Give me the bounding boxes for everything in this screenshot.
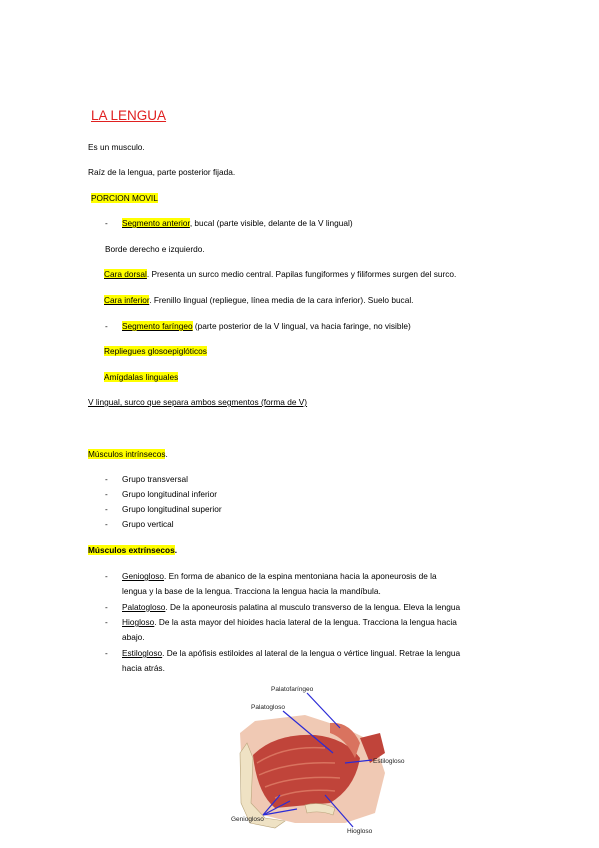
estilogloso-line-1: Estilogloso. De la apófisis estiloides al lateral de la lengua o vértice lingual. Retrae la lengua (122, 648, 461, 658)
bullet-dash: - (105, 519, 108, 529)
porcion-movil-heading: PORCION MOVIL (91, 193, 158, 203)
list-item: Grupo longitudinal inferior (122, 489, 218, 499)
bullet-dash: - (105, 474, 108, 484)
palatogloso-line: Palatogloso. De la aponeurosis palatina al musculo transverso de la lengua. Eleva la lengua (122, 602, 461, 612)
estilogloso-line-2: hacia atrás. (122, 663, 165, 673)
cara-dorsal-text: . Presenta un surco medio central. Papilas fungiformes y filiformes surgen del surco. (146, 269, 457, 279)
bullet-dash: - (105, 571, 108, 581)
label-geniogloso: Geniogloso (231, 816, 264, 823)
segmento-anterior-label: Segmento anterior (122, 218, 190, 228)
bullet-dash: - (105, 489, 108, 499)
intro-line-1: Es un musculo. (88, 142, 145, 152)
cara-dorsal-line (104, 269, 456, 279)
cara-inferior-text: . Frenillo lingual (repliegue, línea media de la cara inferior). Suelo bucal. (149, 295, 414, 305)
label-estilogloso: Estilogloso (373, 758, 405, 765)
amigdalas-line: Amígdalas linguales (104, 372, 179, 382)
hiogloso-line-2: abajo. (122, 632, 145, 642)
cara-inferior-line (104, 295, 413, 305)
intro-line-2: Raíz de la lengua, parte posterior fijada. (88, 167, 236, 177)
label-palatogloso: Palatogloso (251, 704, 285, 711)
segmento-anterior-line (122, 218, 353, 228)
label-hiogloso: Hiogloso (347, 828, 373, 835)
intrinsecos-heading-text: Músculos intrínsecos (88, 449, 166, 459)
palatogloso-label: Palatogloso (122, 602, 166, 612)
bullet-dash: - (105, 218, 108, 228)
segmento-faringeo-label: Segmento faríngeo (122, 321, 193, 331)
list-item: Grupo transversal (122, 474, 188, 484)
bullet-dash: - (105, 504, 108, 514)
list-item: Grupo longitudinal superior (122, 504, 222, 514)
cara-inferior-label: Cara inferior (104, 295, 150, 305)
repliegues-line: Repliegues glosoepiglóticos (104, 346, 207, 356)
bullet-dash: - (105, 602, 108, 612)
geniogloso-line-2: lengua y la base de la lengua. Tracciona la lengua hacia la mandíbula. (122, 586, 381, 596)
list-item: Grupo vertical (122, 519, 174, 529)
extrinsecos-heading: Músculos extrínsecos. (88, 545, 178, 555)
estilogloso-label: Estilogloso (122, 648, 163, 658)
bullet-dash: - (105, 321, 108, 331)
bullet-dash: - (105, 648, 108, 658)
intrinsecos-heading: Músculos intrínsecos. (88, 449, 168, 459)
label-palatofaringeo: Palatofaríngeo (271, 686, 314, 693)
geniogloso-line-1: Geniogloso. En forma de abanico de la espina mentoniana hacia la aponeurosis de la (122, 571, 437, 581)
hiogloso-line-1: Hiogloso. De la asta mayor del hioides hacia lateral de la lengua. Tracciona la lengua hacia (122, 617, 457, 627)
tongue-muscles-illustration (231, 683, 405, 841)
segmento-faringeo-line (122, 321, 411, 331)
cara-dorsal-label: Cara dorsal (104, 269, 147, 279)
segmento-faringeo-text: (parte posterior de la V lingual, va hacia faringe, no visible) (192, 321, 411, 331)
v-lingual-line: V lingual, surco que separa ambos segmentos (forma de V) (88, 397, 308, 407)
geniogloso-label: Geniogloso (122, 571, 164, 581)
hiogloso-label: Hiogloso (122, 617, 155, 627)
bullet-dash: - (105, 617, 108, 627)
segmento-anterior-text: , bucal (parte visible, delante de la V lingual) (189, 218, 353, 228)
extrinsecos-heading-text: Músculos extrínsecos (88, 545, 175, 555)
page-title: LA LENGUA (91, 108, 167, 123)
borde-line: Borde derecho e izquierdo. (105, 244, 205, 254)
